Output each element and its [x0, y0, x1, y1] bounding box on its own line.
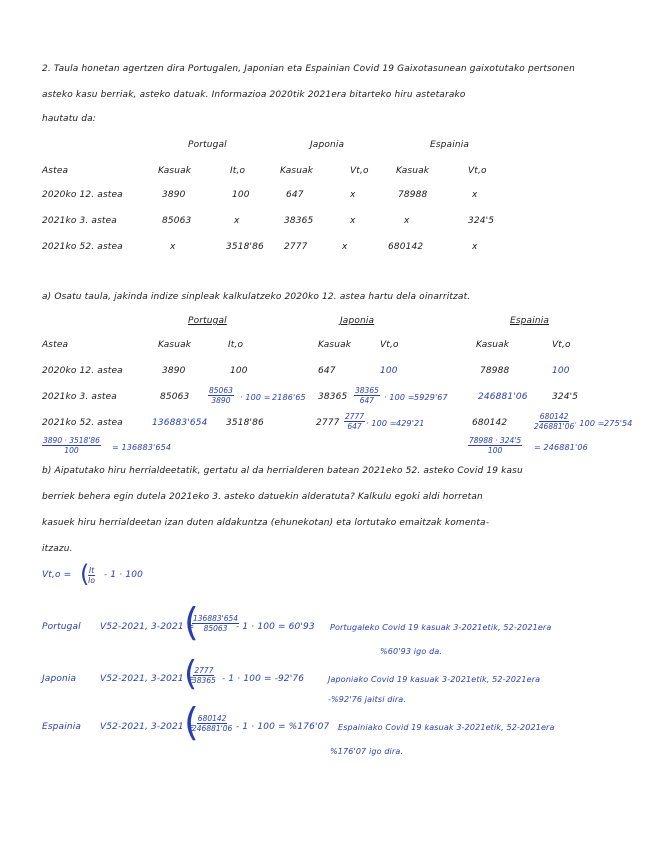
table-row-3-operator: · 100 =	[366, 419, 397, 428]
table-row-1-cell: 100	[552, 366, 570, 376]
table1-header-kasuak-p: Kasuak	[158, 166, 192, 176]
calc-left-fraction	[42, 436, 101, 455]
table2-header-kasuak-p: Kasuak	[158, 340, 192, 350]
question-b-line-1: b) Aipatutako hiru herrialdeetatik, gertatu al da herrialderen batean 2021eko 52. asteko Covid 19 kasu	[42, 466, 523, 476]
fraction-denominator: 100	[64, 446, 79, 455]
table-row-1-week: 2020ko 12. astea	[42, 190, 123, 200]
fraction-numerator: 85063	[209, 386, 233, 395]
table-row-3-cell: 2777	[316, 418, 340, 428]
fraction-denominator: 246881'06	[192, 724, 233, 733]
answer-result: - 1 · 100 = 60'93	[236, 622, 315, 632]
table2-header-kasuak-j: Kasuak	[318, 340, 352, 350]
table-row-3-cell: 3518'86	[226, 242, 264, 252]
fraction-numerator: 38365	[355, 386, 379, 395]
table-row-2-week: 2021ko 3. astea	[42, 216, 117, 226]
table-row-2-cell: 38365	[318, 392, 348, 402]
table-row-1-cell: x	[350, 190, 356, 200]
fraction-denominator: 647	[359, 396, 375, 405]
table-row-2-cell: x	[350, 216, 356, 226]
table-row-3-cell: 275'54	[604, 419, 633, 428]
table-row-2-cell: 324'5	[468, 216, 495, 226]
table-row-3-cell: x	[342, 242, 348, 252]
table1-header-kasuak-j: Kasuak	[280, 166, 314, 176]
answer-result: - 1 · 100 = -92'76	[222, 674, 305, 684]
table-row-3-cell: 680142	[472, 418, 508, 428]
table2-group-espainia: Espainia	[510, 316, 550, 326]
formula-lhs: Vt,o =	[42, 570, 72, 580]
table-row-3-cell: x	[170, 242, 176, 252]
table-row-3-week: 2021ko 52. astea	[42, 418, 123, 428]
fraction-denominator: 38365	[192, 676, 216, 685]
table-row-3-cell: 136883'654	[152, 418, 208, 428]
answer-country: Portugal	[42, 622, 81, 632]
table-row-2-cell: x	[404, 216, 410, 226]
formula-tail: - 1 · 100	[104, 570, 143, 580]
table-row-2-cell: 2186'65	[272, 393, 306, 402]
table-row-2-cell: 38365	[284, 216, 314, 226]
table-row-3-cell: 680142	[388, 242, 424, 252]
table1-header-index-p: It,o	[230, 166, 246, 176]
fraction-numerator: 78988 · 324'5	[469, 436, 522, 445]
paren-open: (	[184, 654, 198, 694]
intro-line-3: hautatu da:	[42, 114, 96, 124]
fraction-numerator: 680142	[539, 412, 569, 421]
fraction-denominator: 100	[487, 446, 503, 455]
fraction-denominator: 246881'06	[534, 422, 575, 431]
table-row-2-operator: · 100 =	[240, 393, 271, 402]
table-row-1-cell: 647	[318, 366, 336, 376]
table2-group-japonia: Japonia	[340, 316, 375, 326]
intro-line-1: 2. Taula honetan agertzen dira Portugalen, Japonian eta Espainian Covid 19 Gaixotasunean gaixotutako pertsonen	[42, 64, 575, 74]
table-row-1-cell: 100	[230, 366, 248, 376]
answer-lhs: V52-2021, 3-2021 =	[100, 674, 195, 684]
table-row-3-cell: 2777	[284, 242, 308, 252]
answer-comment-2: %60'93 igo da.	[380, 647, 443, 656]
fraction-denominator: 647	[347, 422, 362, 431]
calc-right-result: = 246881'06	[534, 443, 588, 452]
table1-group-japonia: Japonia	[310, 140, 345, 150]
answer-country: Japonia	[42, 674, 77, 684]
table2-header-index-e: Vt,o	[552, 340, 571, 350]
answer-comment-2: %176'07 igo dira.	[330, 747, 404, 756]
answer-lhs: V52-2021, 3-2021 =	[100, 722, 195, 732]
calc-left-result: = 136883'654	[112, 443, 172, 452]
question-b-line-2: berriek behera egin dutela 2021eko 3. asteko datuekin alderatuta? Kalkulu egoki aldi horretan	[42, 492, 483, 502]
table1-group-portugal: Portugal	[188, 140, 227, 150]
table2-group-portugal: Portugal	[188, 316, 227, 326]
table-row-1-week: 2020ko 12. astea	[42, 366, 123, 376]
fraction-denominator: 3890	[211, 396, 231, 405]
question-b-line-3: kasuek hiru herrialdeetan izan duten aldakuntza (ehunekotan) eta lortutako emaitzak komenta-	[42, 518, 490, 528]
question-a: a) Osatu taula, jakinda indize sinpleak kalkulatzeko 2020ko 12. astea hartu dela oinarritzat.	[42, 292, 471, 302]
fraction	[208, 386, 234, 405]
answer-fraction	[192, 666, 216, 685]
fraction-numerator: It	[89, 566, 95, 575]
answer-comment-1: Portugaleko Covid 19 kasuak 3-2021etik, 52-2021era	[330, 623, 552, 632]
table2-header-astea: Astea	[42, 340, 69, 350]
paren-open: (	[80, 560, 90, 588]
table-row-2-operator: · 100 =	[384, 393, 415, 402]
fraction-numerator: 2777	[194, 666, 214, 675]
table-row-2-cell: 5929'67	[414, 393, 448, 402]
fraction	[354, 386, 380, 405]
table-row-1-cell: 78988	[398, 190, 428, 200]
paren-open: (	[184, 600, 199, 644]
table1-header-index-j: Vt,o	[350, 166, 369, 176]
table-row-2-week: 2021ko 3. astea	[42, 392, 117, 402]
table-row-1-cell: 78988	[480, 366, 510, 376]
table-row-1-cell: 100	[232, 190, 250, 200]
formula-fraction	[88, 566, 95, 585]
fraction	[344, 412, 365, 431]
answer-country: Espainia	[42, 722, 82, 732]
table2-header-index-j: Vt,o	[380, 340, 399, 350]
table-row-3-cell: 429'21	[396, 419, 425, 428]
table1-header-index-e: Vt,o	[468, 166, 487, 176]
table-row-3-week: 2021ko 52. astea	[42, 242, 123, 252]
answer-fraction	[192, 614, 239, 633]
table-row-3-cell: x	[472, 242, 478, 252]
table-row-3-operator: · 100 =	[574, 419, 605, 428]
table2-header-kasuak-e: Kasuak	[476, 340, 510, 350]
answer-fraction	[192, 714, 232, 733]
table-row-1-cell: 3890	[162, 366, 186, 376]
answer-comment-1: Japoniako Covid 19 kasuak 3-2021etik, 52-2021era	[328, 675, 541, 684]
fraction-denominator: Io	[88, 576, 95, 585]
intro-line-2: asteko kasu berriak, asteko datuak. Informazioa 2020tik 2021era bitarteko hiru astetarako	[42, 90, 466, 100]
table-row-3-cell: 3518'86	[226, 418, 264, 428]
table-row-2-cell: 324'5	[552, 392, 579, 402]
paren-open: (	[184, 700, 199, 744]
table1-header-astea: Astea	[42, 166, 69, 176]
table-row-2-cell: 85063	[162, 216, 192, 226]
table-row-2-cell: 246881'06	[478, 392, 528, 402]
fraction-numerator: 680142	[197, 714, 227, 723]
table2-header-index-p: It,o	[228, 340, 244, 350]
fraction-numerator: 3890 · 3518'86	[43, 436, 100, 445]
calc-right-fraction	[468, 436, 522, 455]
table-row-1-cell: 100	[380, 366, 398, 376]
table-row-1-cell: x	[472, 190, 478, 200]
answer-result: - 1 · 100 = %176'07	[236, 722, 330, 732]
table1-group-espainia: Espainia	[430, 140, 470, 150]
answer-lhs: V52-2021, 3-2021 =	[100, 622, 195, 632]
question-b-line-4: itzazu.	[42, 544, 73, 554]
answer-comment-1: Espainiako Covid 19 kasuak 3-2021etik, 52-2021era	[338, 723, 555, 732]
table1-header-kasuak-e: Kasuak	[396, 166, 430, 176]
fraction-denominator: 85063	[203, 624, 228, 633]
answer-comment-2: -%92'76 jaitsi dira.	[328, 695, 407, 704]
fraction-numerator: 2777	[345, 412, 365, 421]
table-row-2-cell: 85063	[160, 392, 190, 402]
table-row-1-cell: 647	[286, 190, 304, 200]
table-row-2-cell: x	[234, 216, 240, 226]
fraction	[534, 412, 574, 431]
fraction-numerator: 136883'654	[193, 614, 239, 623]
table-row-1-cell: 3890	[162, 190, 186, 200]
